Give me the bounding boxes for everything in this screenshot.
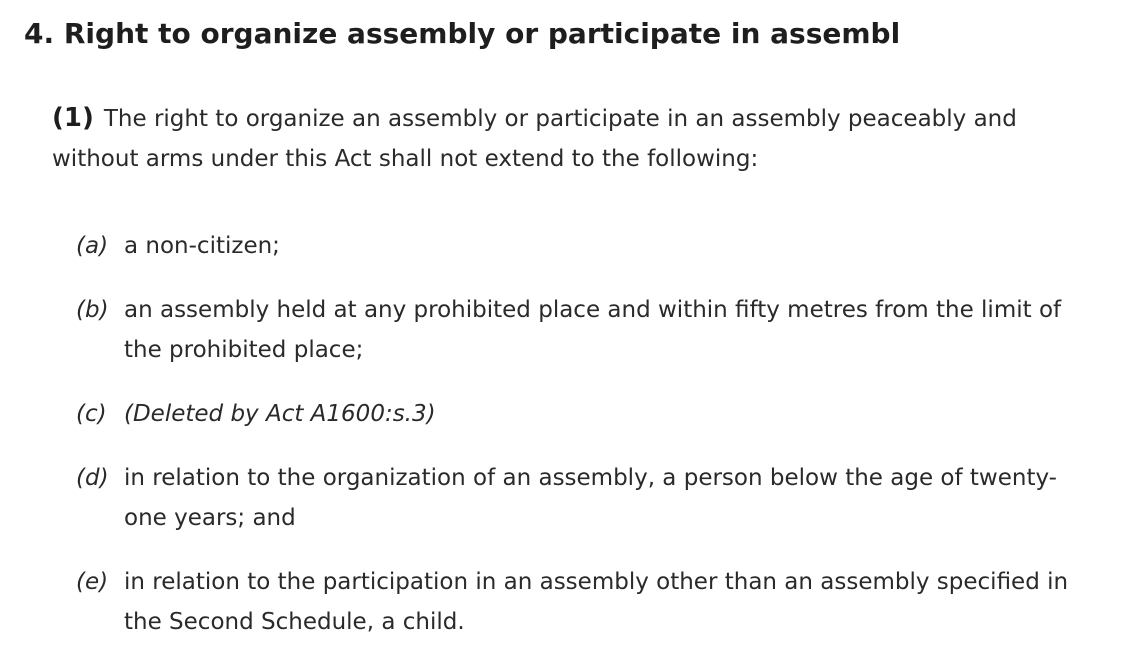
paragraph-e — [76, 562, 1121, 642]
paragraph-text-continued: the Second Schedule, a child. — [124, 609, 465, 635]
paragraph-text-continued: one years; and — [124, 505, 296, 531]
paragraph-text: an assembly held at any prohibited place and within fifty metres from the limit of — [124, 297, 1062, 323]
section-title: 4. Right to organize assembly or participate in assembl — [24, 17, 901, 50]
paragraph-label: (d) — [76, 465, 109, 491]
paragraph-c — [76, 394, 1121, 434]
paragraph-text-continued: the prohibited place; — [124, 337, 364, 363]
paragraph-label: (e) — [76, 569, 109, 595]
paragraph-text: (Deleted by Act A1600:s.3) — [124, 401, 436, 427]
paragraph-label: (b) — [76, 297, 109, 323]
subsection-number: (1) — [52, 103, 94, 133]
paragraph-text: a non-citizen; — [124, 233, 280, 259]
paragraph-b — [76, 290, 1121, 370]
subsection-1 — [52, 98, 1112, 179]
subsection-text-line1: The right to organize an assembly or participate in an assembly peaceably and — [103, 106, 1017, 132]
paragraph-text: in relation to the participation in an assembly other than an assembly specified in — [124, 569, 1069, 595]
paragraph-text: in relation to the organization of an assembly, a person below the age of twenty- — [124, 465, 1057, 491]
subsection-text-line2: without arms under this Act shall not extend to the following: — [52, 146, 759, 172]
paragraph-a — [76, 226, 1121, 266]
paragraph-d — [76, 458, 1121, 538]
paragraph-label: (c) — [76, 401, 107, 427]
paragraph-label: (a) — [76, 233, 109, 259]
